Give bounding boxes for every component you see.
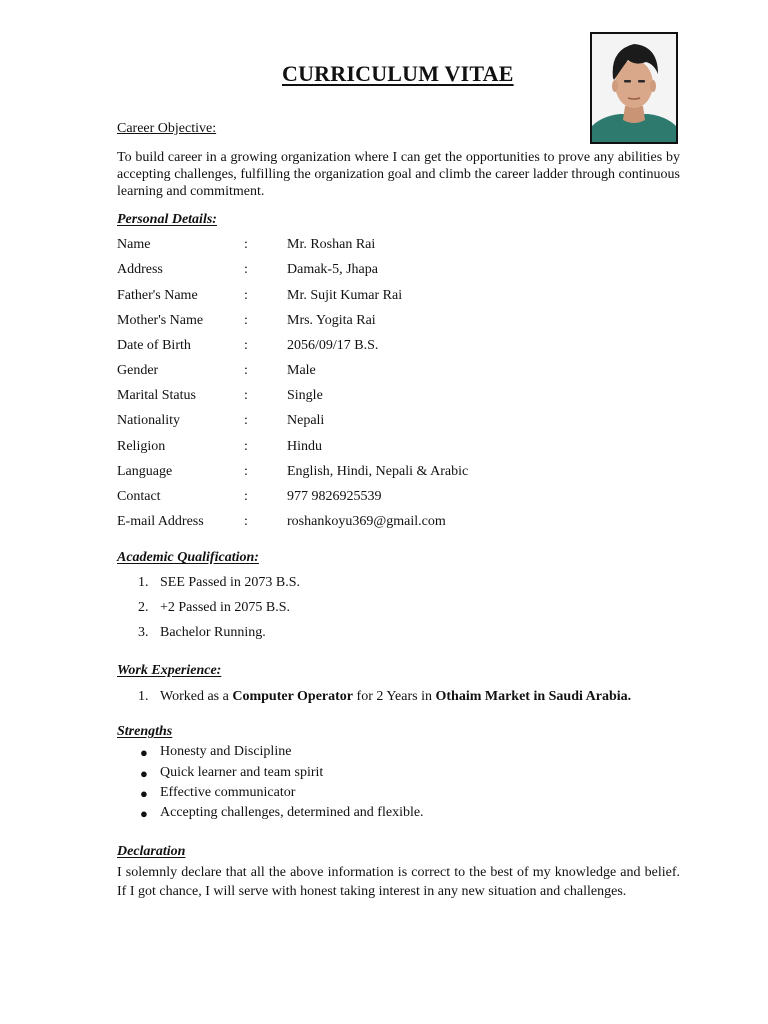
detail-separator: :: [244, 464, 248, 479]
detail-label: E-mail Address: [117, 514, 204, 529]
detail-value: 2056/09/17 B.S.: [287, 338, 379, 353]
detail-label: Marital Status: [117, 388, 196, 403]
profile-photo-image: [592, 34, 676, 142]
detail-separator: :: [244, 363, 248, 378]
detail-label: Gender: [117, 363, 159, 378]
detail-separator: :: [244, 514, 248, 529]
work-text-pre: Worked as a: [160, 689, 233, 704]
list-number: 1.: [138, 689, 149, 704]
list-number: 1.: [138, 575, 149, 590]
detail-separator: :: [244, 313, 248, 328]
detail-separator: :: [244, 439, 248, 454]
work-text-mid: for 2 Years in: [353, 689, 436, 704]
list-number: 3.: [138, 625, 149, 640]
strengths-heading: Strengths: [117, 724, 173, 739]
personal-details-heading: Personal Details:: [117, 212, 217, 227]
list-item: Honesty and Discipline: [160, 744, 292, 759]
detail-separator: :: [244, 237, 248, 252]
list-item: Bachelor Running.: [160, 625, 266, 640]
detail-value: Hindu: [287, 439, 322, 454]
list-number: 2.: [138, 600, 149, 615]
page-title: CURRICULUM VITAE: [282, 61, 514, 86]
work-role: Computer Operator: [232, 689, 354, 704]
list-item: Accepting challenges, determined and flexible.: [160, 805, 424, 820]
detail-value: English, Hindi, Nepali & Arabic: [287, 464, 469, 479]
detail-separator: :: [244, 338, 248, 353]
detail-separator: :: [244, 388, 248, 403]
detail-label: Mother's Name: [117, 313, 204, 328]
bullet-icon: ●: [140, 786, 148, 801]
detail-separator: :: [244, 262, 248, 277]
detail-separator: :: [244, 413, 248, 428]
detail-value: Mr. Sujit Kumar Rai: [287, 288, 403, 303]
career-objective-label: Career Objective:: [117, 121, 217, 136]
career-objective-text: To build career in a growing organization where I can get the opportunities to prove any abilities by accepting challenges, fulfilling the organization goal and climb the career ladder through continuous learning and commitment.: [117, 150, 680, 199]
bullet-icon: ●: [140, 745, 148, 760]
detail-value: Damak-5, Jhapa: [287, 262, 378, 277]
list-item: +2 Passed in 2075 B.S.: [160, 600, 291, 615]
detail-label: Contact: [117, 489, 161, 504]
detail-value: Mr. Roshan Rai: [287, 237, 376, 252]
detail-value: Male: [287, 363, 316, 378]
detail-label: Date of Birth: [117, 338, 191, 353]
declaration-heading: Declaration: [117, 844, 186, 859]
detail-label: Language: [117, 464, 173, 479]
work-place: Othaim Market in Saudi Arabia.: [435, 689, 632, 704]
list-item: SEE Passed in 2073 B.S.: [160, 575, 301, 590]
declaration-text: I solemnly declare that all the above information is correct to the best of my knowledge and belief. If I got chance, I will serve with honest taking interest in any new situation and challenges.: [117, 865, 680, 899]
list-item: Effective communicator: [160, 785, 296, 800]
list-item: Quick learner and team spirit: [160, 765, 324, 780]
detail-label: Name: [117, 237, 151, 252]
detail-label: Nationality: [117, 413, 180, 428]
email-value: roshankoyu369@gmail.com: [287, 514, 446, 529]
detail-value: Single: [287, 388, 323, 403]
list-item: [160, 689, 631, 705]
detail-value: Nepali: [287, 413, 325, 428]
detail-label: Address: [117, 262, 163, 277]
profile-photo: [590, 32, 678, 144]
detail-value: 977 9826925539: [287, 489, 382, 504]
academic-heading: Academic Qualification:: [117, 550, 259, 565]
detail-value: Mrs. Yogita Rai: [287, 313, 376, 328]
detail-label: Father's Name: [117, 288, 198, 303]
bullet-icon: ●: [140, 806, 148, 821]
bullet-icon: ●: [140, 766, 148, 781]
work-experience-heading: Work Experience:: [117, 663, 222, 678]
detail-separator: :: [244, 489, 248, 504]
detail-separator: :: [244, 288, 248, 303]
detail-label: Religion: [117, 439, 166, 454]
